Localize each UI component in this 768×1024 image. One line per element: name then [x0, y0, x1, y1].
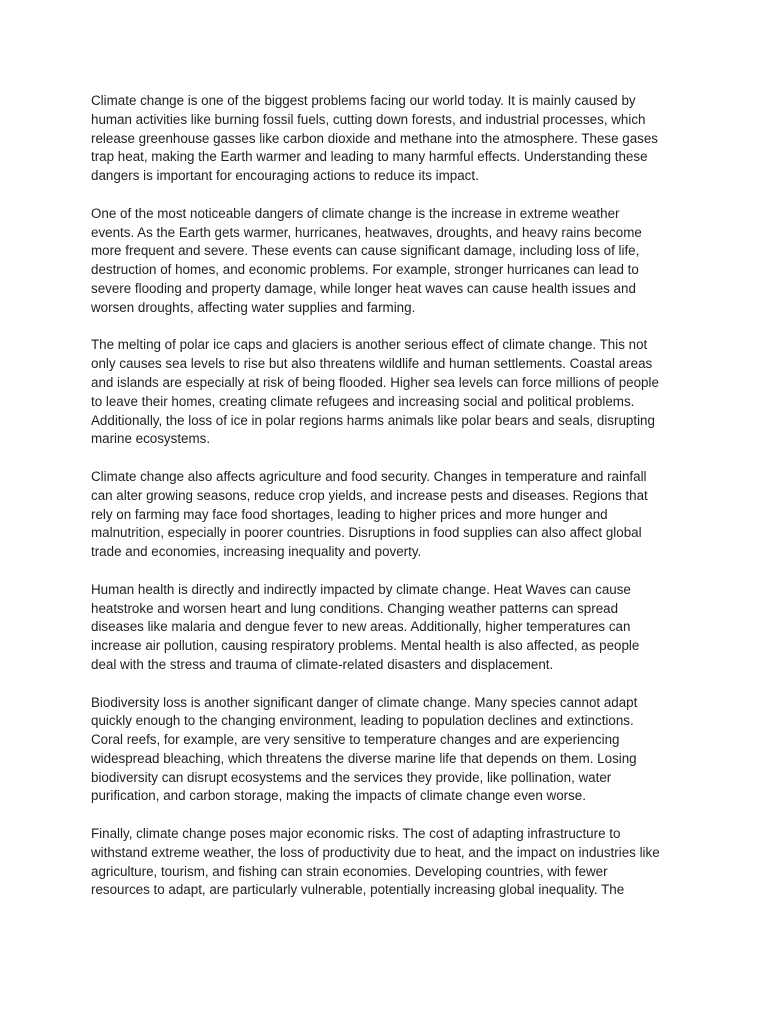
document-body — [91, 92, 687, 919]
paragraph-5: Human health is directly and indirectly impacted by climate change. Heat Waves can cause heatstroke and worsen heart and lung conditions. Changing weather patterns can spread diseases like malaria and dengue fever to new areas. Additionally, higher temperatures can increase air pollution, causing respiratory problems. Mental health is also affected, as people deal with the stress and trauma of climate-related disasters and displacement. — [91, 581, 640, 672]
paragraph-2: One of the most noticeable dangers of climate change is the increase in extreme weather events. As the Earth gets warmer, hurricanes, heatwaves, droughts, and heavy rains become more frequent and severe. These events can cause significant damage, including loss of life, destruction of homes, and economic problems. For example, stronger hurricanes can lead to severe flooding and property damage, while longer heat waves can cause health issues and worsen droughts, affecting water supplies and farming. — [91, 205, 642, 315]
paragraph-6: Biodiversity loss is another significant danger of climate change. Many species cannot adapt quickly enough to the changing environment, leading to population declines and extinctions. Coral reefs, for example, are very sensitive to temperature changes and are experiencing widespread bleaching, which threatens the diverse marine life that depends on them. Losing biodiversity can disrupt ecosystems and the services they provide, like pollination, water purification, and carbon storage, making the impacts of climate change even worse. — [91, 694, 638, 804]
paragraph-7: Finally, climate change poses major economic risks. The cost of adapting infrastructure to withstand extreme weather, the loss of productivity due to heat, and the impact on industries like agriculture, tourism, and fishing can strain economies. Developing countries, with fewer resources to adapt, are particularly vulnerable, potentially increasing global inequality. The — [91, 826, 660, 898]
paragraph-4: Climate change also affects agriculture and food security. Changes in temperature and rainfall can alter growing seasons, reduce crop yields, and increase pests and diseases. Regions that rely on farming may face food shortages, leading to higher prices and more hunger and malnutrition, especially in poorer countries. Disruptions in food supplies can also affect global trade and economies, increasing inequality and poverty. — [91, 468, 648, 560]
paragraph-1: Climate change is one of the biggest problems facing our world today. It is mainly caused by human activities like burning fossil fuels, cutting down forests, and industrial processes, which release greenhouse gasses like carbon dioxide and methane into the atmosphere. These gases trap heat, making the Earth warmer and leading to many harmful effects. Understanding these dangers is important for encouraging actions to reduce its impact. — [91, 93, 658, 184]
paragraph-3: The melting of polar ice caps and glaciers is another serious effect of climate change. This not only causes sea levels to rise but also threatens wildlife and human settlements. Coastal areas and islands are especially at risk of being flooded. Higher sea levels can force millions of people to leave their homes, creating climate refugees and increasing social and political problems. Additionally, the loss of ice in polar regions harms animals like polar bears and seals, disrupting marine ecosystems. — [91, 337, 659, 447]
